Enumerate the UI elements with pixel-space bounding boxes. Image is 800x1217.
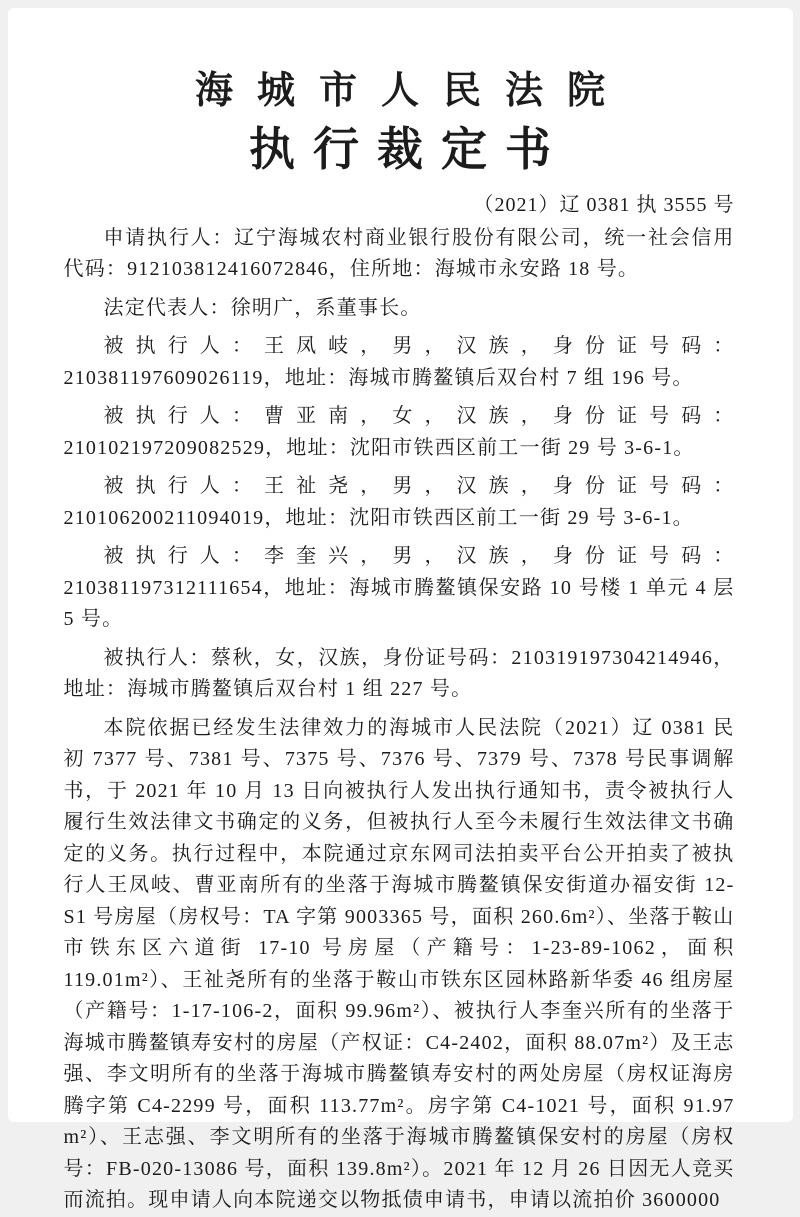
case-number: （2021）辽 0381 执 3555 号	[473, 193, 735, 216]
document-body	[8, 218, 793, 1217]
paragraph-respondent-2: 被执行人：曹亚南，女，汉族，身份证号码：210102197209082529，地址：沈阳市铁西区前工一街 29 号 3-6-1。	[63, 405, 735, 459]
paragraph-respondent-4: 被执行人：李奎兴，男，汉族，身份证号码：210381197312111654，地址：海城市腾鳌镇保安路 10 号楼 1 单元 4 层 5 号。	[63, 545, 735, 631]
paragraph-respondent-5: 被执行人：蔡秋，女，汉族，身份证号码：210319197304214946，地址：海城市腾鳌镇后双台村 1 组 227 号。	[63, 646, 735, 701]
paragraph-respondent-1: 被执行人：王凤岐，男，汉族，身份证号码：210381197609026119，地址：海城市腾鳌镇后双台村 7 组 196 号。	[63, 335, 735, 389]
paragraph-legal-representative: 法定代表人：徐明广，系董事长。	[103, 296, 422, 319]
court-name-heading: 海城市人民法院	[194, 70, 629, 112]
document-type-heading: 执行裁定书	[249, 123, 569, 175]
paragraph-respondent-3: 被执行人：王祉尧，男，汉族，身份证号码：210106200211094019，地址：沈阳市铁西区前工一街 29 号 3-6-1。	[63, 475, 735, 529]
paragraph-applicant: 申请执行人：辽宁海城农村商业银行股份有限公司，统一社会信用代码：912103812416072846，住所地：海城市永安路 18 号。	[63, 226, 735, 281]
scanned-document-page	[8, 8, 793, 1212]
paragraph-ruling-body: 本院依据已经发生法律效力的海城市人民法院（2021）辽 0381 民初 7377 号、7381 号、7375 号、7376 号、7379 号、7378 号民事调解书，于 2021 年 10 月 13 日向被执行人发出执行通知书，责令被执行人履行生效法律文书确定的义务，但被执行人至今未履行生效法律文书确定的义务。执行过程中，本院通过京东网司法拍卖平台公开拍卖了被执行人王凤岐、曹亚南所有的坐落于海城市腾鳌镇保安街道办福安街 12-S1 号房屋（房权号：TA 字第 9003365 号，面积 260.6m²）、坐落于鞍山市铁东区六道街 17-10 号房屋（产籍号：1-23-89-1062，面积 119.01m²）、王祉尧所有的坐落于鞍山市铁东区园林路新华委 46 组房屋（产籍号：1-17-106-2，面积 99.96m²）、被执行人李奎兴所有的坐落于海城市腾鳌镇寿安村的房屋（产权证：C4-2402，面积 88.07m²）及王志强、李文明所有的坐落于海城市腾鳌镇寿安村的两处房屋（房权证海房腾字第 C4-2299 号，面积 113.77m²。房字第 C4-1021 号，面积 91.97 m²）、王志强、李文明所有的坐落于海城市腾鳌镇保安村的房屋（房权号：FB-020-13086 号，面积 139.8m²）。2021 年 12 月 26 日因无人竞买而流拍。现申请人向本院递交以物抵债申请书，申请以流拍价 3600000	[63, 716, 735, 1212]
